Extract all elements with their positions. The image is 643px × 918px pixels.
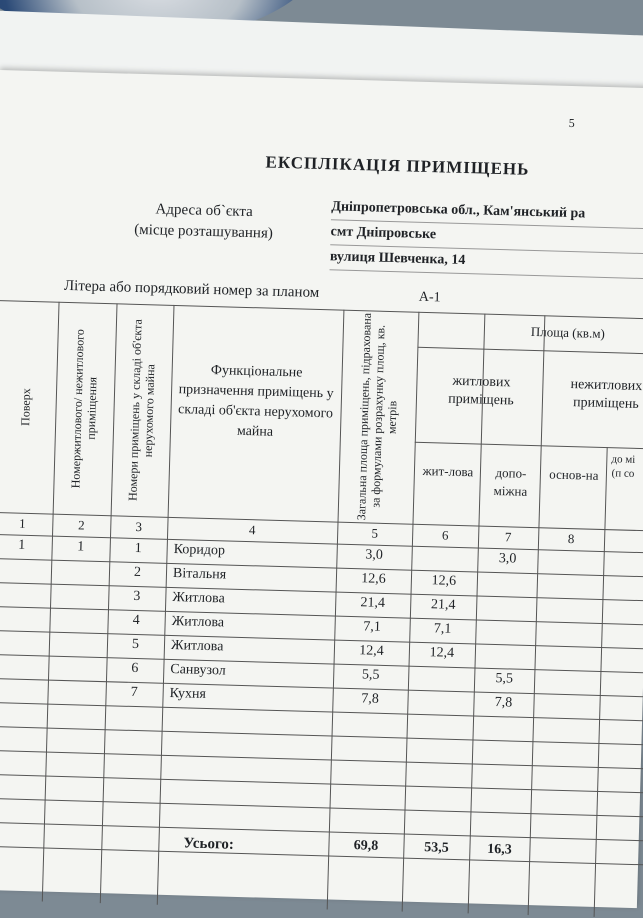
table-cell-n: 7 [130, 684, 138, 701]
table-cell-floor [0, 681, 48, 683]
table-cell-living [412, 549, 478, 551]
underline [330, 269, 643, 279]
col-num: 2 [77, 517, 85, 533]
table-cell-floor [0, 585, 51, 587]
totals-label: Усього: [183, 835, 235, 853]
table-cell-apt [48, 683, 106, 685]
header-area-group: Площа (кв.м) [530, 323, 606, 341]
table-cell-name: Санвузол [170, 661, 226, 679]
col-num: 5 [371, 525, 379, 541]
table-cell-floor [0, 633, 49, 635]
table-cell-n: 4 [132, 612, 140, 629]
header-nonres-main: основ-на [549, 466, 599, 483]
table-cell-name: Кухня [169, 685, 207, 702]
document-sheet [0, 70, 643, 908]
address-line-3: вулиця Шевченка, 14 [329, 249, 466, 269]
table-cell-total: 12,6 [360, 571, 386, 587]
table-cell-apt [49, 635, 107, 637]
header-room-numbers: Номери приміщень у складі об'єкта нерухомого майна [125, 318, 158, 501]
header-nonresidential: нежитлових приміщень [570, 377, 643, 412]
col-num: 7 [504, 529, 512, 545]
col-num: 8 [567, 531, 575, 547]
table-cell-living [408, 693, 474, 695]
header-total-area: Загальна площа приміщень, підрахована за формулами розрахунку площ, кв. метрів [354, 312, 400, 521]
liter-label: Літера або порядковий номер за планом [63, 277, 320, 301]
table-cell-total: 7,8 [361, 691, 380, 707]
address-line-2: смт Дніпровське [330, 224, 437, 243]
table-cell-aux: 7,8 [494, 695, 513, 711]
table-cell-apt [51, 563, 109, 565]
table-cell-living: 12,6 [431, 573, 457, 589]
explication-table [0, 300, 643, 918]
table-cell-aux [476, 599, 536, 601]
totals-aux: 16,3 [486, 841, 512, 858]
table-cell-total: 21,4 [360, 595, 386, 611]
table-cell-floor: 1 [18, 537, 26, 553]
table-cell-aux [476, 622, 536, 624]
liter-value: А-1 [418, 289, 441, 306]
header-function: Функціональне призначення приміщень у складі об'єкта нерухомого майна [177, 363, 334, 440]
table-cell-total: 5,5 [361, 667, 380, 683]
table-cell-living: 7,1 [433, 621, 452, 637]
totals-living: 53,5 [423, 840, 449, 856]
table-cell-aux: 3,0 [498, 551, 517, 567]
table-cell-apt [49, 659, 107, 661]
table-cell-n: 6 [131, 660, 139, 677]
table-cell-floor [0, 609, 50, 611]
table-cell-n: 1 [134, 540, 142, 557]
row-divider [0, 750, 643, 769]
header-res-aux: допо-міжна [493, 464, 528, 499]
table-cell-living: 21,4 [430, 597, 456, 613]
table-cell-n: 3 [133, 588, 141, 605]
address-line-1: Дніпропетровська обл., Кам'янський ра [331, 199, 586, 222]
header-nonres-number: Номержитлового/ нежитлового приміщення [68, 328, 100, 489]
header-res-living: жит-лова [422, 462, 474, 480]
table-cell-apt [51, 587, 109, 589]
row-divider [0, 798, 643, 817]
table-cell-aux [477, 575, 537, 577]
header-floor: Поверх [18, 387, 34, 426]
header-nonres-aux: до мі (п со [611, 453, 636, 480]
table-cell-apt [50, 611, 108, 613]
table-cell-name: Житлова [172, 590, 225, 607]
table-cell-apt: 1 [77, 539, 85, 555]
row-divider [0, 726, 643, 745]
table-cell-living [408, 669, 474, 671]
totals-total: 69,8 [353, 838, 379, 854]
table-cell-aux [475, 646, 535, 648]
col-num: 1 [18, 515, 26, 531]
table-cell-aux: 5,5 [495, 671, 514, 687]
table-cell-name: Вітальня [172, 566, 227, 583]
header-residential: житлових приміщень [447, 373, 514, 409]
table-cell-floor [0, 657, 49, 659]
col-num: 4 [248, 522, 256, 538]
row-divider [0, 774, 643, 793]
table-cell-name: Житлова [170, 638, 224, 655]
table-cell-living: 12,4 [429, 645, 455, 661]
table-cell-total: 3,0 [365, 547, 384, 563]
table-cell-name: Коридор [173, 542, 226, 559]
table-cell-n: 5 [131, 636, 140, 653]
row-divider [0, 822, 643, 841]
table-cell-total: 7,1 [363, 619, 382, 635]
table-cell-name: Житлова [171, 614, 225, 631]
address-label: Адреса об`єкта (місце розташування) [134, 201, 274, 242]
col-num: 3 [135, 518, 143, 535]
row-divider [0, 846, 643, 865]
document-title: ЕКСПЛІКАЦІЯ ПРИМІЩЕНЬ [265, 152, 530, 179]
table-cell-floor [0, 561, 51, 563]
table-cell-total: 12,4 [358, 643, 384, 659]
table-cell-n: 2 [133, 564, 142, 581]
page-mark: 5 [568, 115, 575, 131]
col-num: 6 [441, 527, 449, 543]
